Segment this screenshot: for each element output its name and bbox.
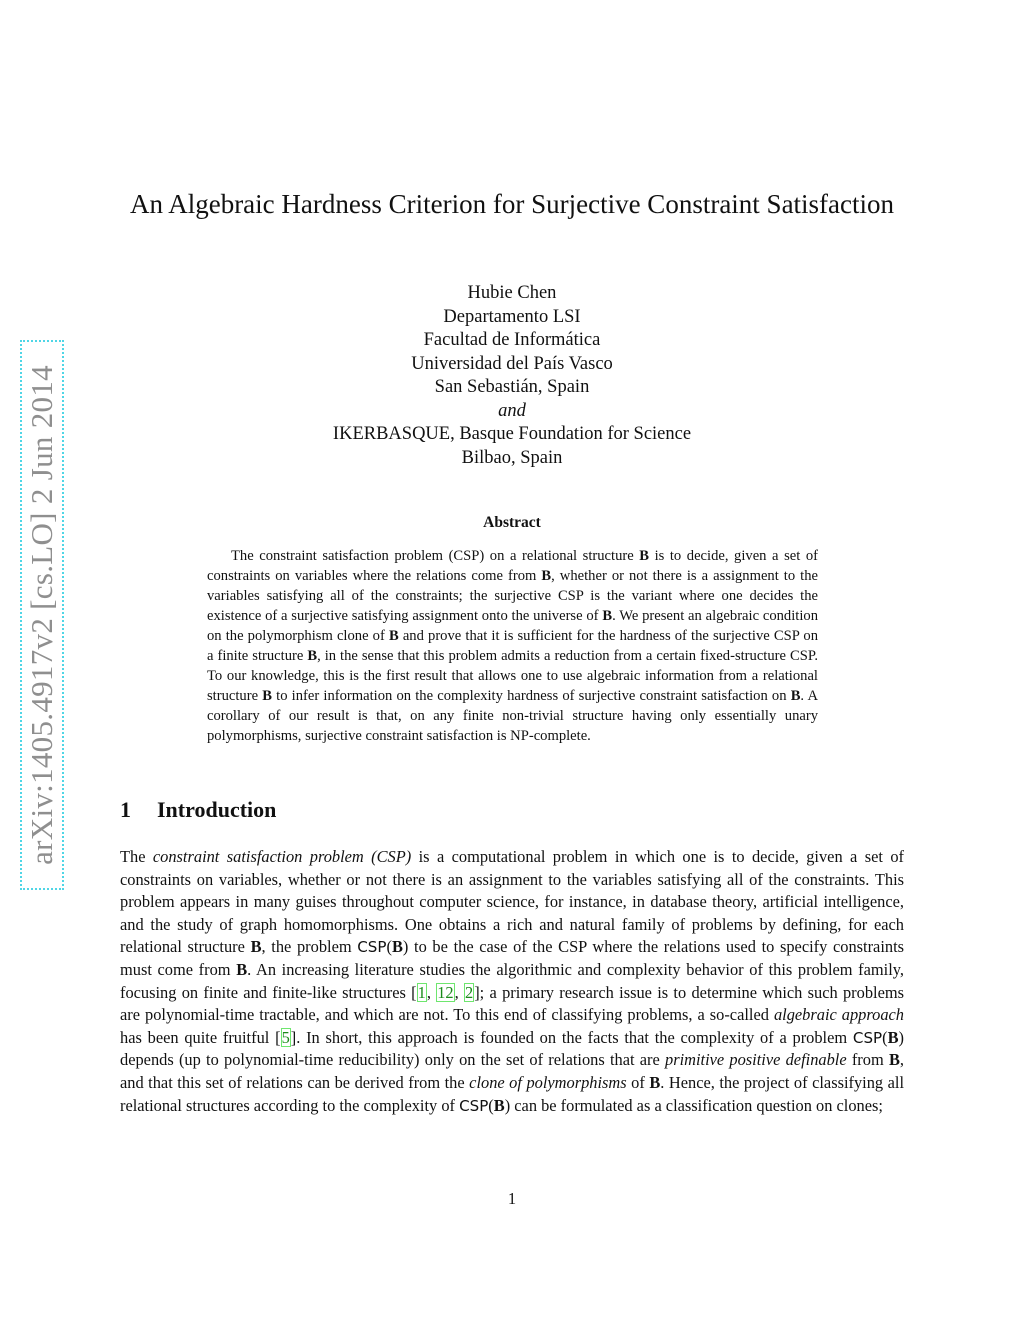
affiliation-line: Departamento LSI	[443, 306, 581, 327]
section-number: 1	[120, 797, 131, 822]
math-structure-b: B	[307, 648, 318, 664]
emphasis: primitive positive definable	[665, 1050, 847, 1070]
emphasis: clone of polymorphisms	[469, 1072, 627, 1092]
emphasis: algebraic approach	[773, 1005, 904, 1025]
math-structure-b: B	[888, 1050, 900, 1070]
math-structure-b: B	[262, 688, 272, 704]
csp-operator: CSP	[852, 1028, 883, 1047]
section-title: Introduction	[157, 797, 277, 822]
math-structure-b: B	[649, 1072, 661, 1092]
math-structure-b: B	[493, 1095, 505, 1115]
affiliation-conjunction: and	[498, 400, 526, 421]
citation-link[interactable]: 2	[465, 982, 474, 1002]
arxiv-identifier: arXiv:1405.4917v2 [cs.LO] 2 Jun 2014	[24, 365, 59, 865]
affiliation-line: Universidad del País Vasco	[411, 353, 613, 374]
author-name: Hubie Chen	[467, 283, 557, 303]
math-structure-b: B	[602, 608, 613, 624]
math-structure-b: B	[391, 937, 403, 957]
math-structure-b: B	[887, 1027, 899, 1047]
abstract-paragraph: The constraint satisfaction problem (CSP) on a relational structure B is to decide, given a set of constraints on variables where the relations come from B, whether or not there is a assignment to the variables satisfying all of the constraints; the surjective CSP is the variant where one decides the existence of a surjective satisfying assignment onto the universe of B. We present an algebraic condition on the polymorphism clone of B and prove that it is sufficient for the hardness of the surjective CSP on a finite structure B, in the sense that this problem admits a reduction from a certain fixed-structure CSP. To our knowledge, this is the first result that allows one to use algebraic information from a relational structure B to infer information on the complexity hardness of surjective constraint satisfaction on B. A corollary of our result is that, on any finite non-trivial structure having only essentially unary polymorphisms, surjective constraint satisfaction is NP-complete.	[207, 548, 819, 744]
abstract-body	[207, 546, 818, 746]
introduction-text	[120, 846, 904, 1117]
citation-link[interactable]: 5	[281, 1027, 290, 1047]
section-heading	[120, 797, 276, 823]
paper-title: An Algebraic Hardness Criterion for Surjective Constraint Satisfaction	[129, 189, 895, 219]
affiliation-line: Bilbao, Spain	[461, 447, 563, 468]
citation-link[interactable]: 12	[437, 982, 454, 1002]
introduction-paragraph: The constraint satisfaction problem (CSP) is a computational problem in which one is to decide, given a set of constraints on variables, whether or not there is an assignment to the variables satisfying all of the constraints. This problem appears in many guises throughout computer science, for instance, in database theory, artificial intelligence, and the study of graph homomorphisms. One obtains a rich and natural family of problems by defining, for each relational structure B, the problem CSP(B) to be the case of the CSP where the relations used to specify constraints must come from B. An increasing literature studies the algorithmic and complexity behavior of this problem family, focusing on finite and finite-like structures [1, 12, 2]; a primary research issue is to determine which such problems are polynomial-time tractable, and which are not. To this end of classifying problems, a so-called algebraic approach has been quite fruitful [5]. In short, this approach is founded on the facts that the complexity of a problem CSP(B) depends (up to polynomial-time reducibility) only on the set of relations that are primitive positive definable from B, and that this set of relations can be derived from the clone of polymorphisms of B. Hence, the project of classifying all relational structures according to the complexity of CSP(B) can be formulated as a classification question on clones;	[120, 847, 905, 1115]
citation-link[interactable]: 1	[417, 982, 426, 1002]
emphasis: constraint satisfaction problem (CSP)	[152, 847, 412, 866]
math-structure-b: B	[541, 568, 552, 584]
affiliation-line: San Sebastián, Spain	[434, 377, 590, 397]
page-number: 1	[507, 1189, 517, 1208]
math-structure-b: B	[639, 548, 650, 564]
math-structure-b: B	[236, 959, 248, 979]
arxiv-stamp	[20, 340, 64, 890]
abstract-heading: Abstract	[483, 514, 541, 531]
csp-operator: CSP	[459, 1096, 489, 1115]
math-structure-b: B	[250, 937, 262, 957]
math-structure-b: B	[790, 688, 801, 704]
author-block	[120, 282, 904, 470]
math-structure-b: B	[388, 628, 399, 644]
affiliation-line: IKERBASQUE, Basque Foundation for Science	[332, 424, 692, 444]
csp-operator: CSP	[357, 938, 387, 957]
affiliation-line: Facultad de Informática	[423, 330, 601, 350]
